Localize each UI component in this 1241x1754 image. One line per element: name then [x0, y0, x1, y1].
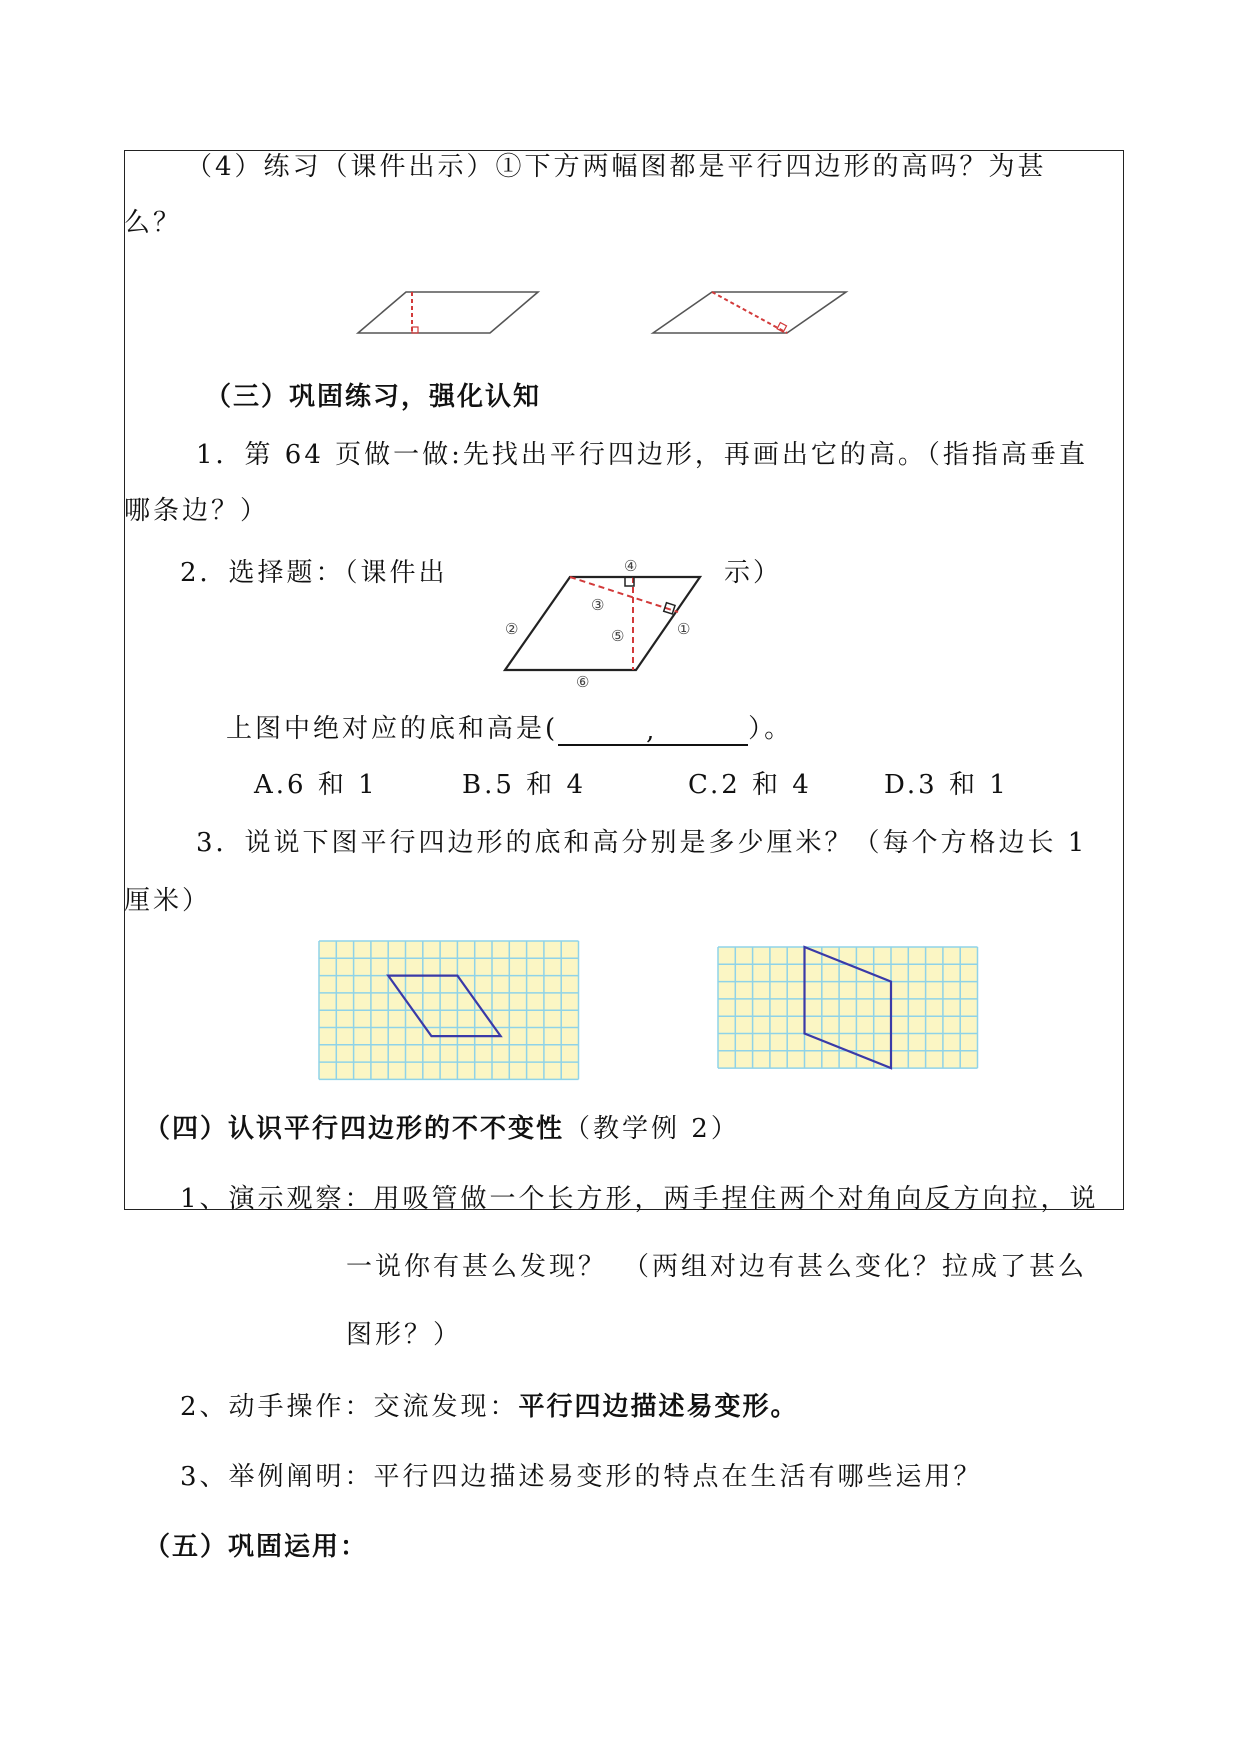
step-2-emphasis: 平行四边描述易变形。 — [518, 1392, 799, 1422]
question-close: ）。 — [748, 714, 794, 744]
diagram-label-2: ② — [505, 620, 519, 638]
option-d: D.3 和 1 — [884, 770, 1009, 800]
section-3-title: （三）巩固练习，强化认知 — [205, 382, 542, 412]
diagram-label-1: ① — [677, 620, 691, 638]
grid-parallelogram-right — [718, 947, 978, 1067]
step-1-line2: 一说你有甚么发现？ （两组对边有甚么变化？拉成了甚么 — [346, 1252, 1088, 1282]
practice-1-line2: 哪条边？） — [124, 496, 270, 526]
step-1-line3: 图形？） — [346, 1320, 463, 1350]
section-4-title-rest: （教学例 2） — [564, 1114, 740, 1144]
step-1-line1: 1、演示观察：用吸管做一个长方形，两手捏住两个对角向反方向拉，说 — [180, 1184, 1099, 1214]
grid-parallelogram-left — [319, 941, 581, 1065]
option-c: C.2 和 4 — [688, 770, 812, 800]
option-a: A.6 和 1 — [254, 770, 378, 800]
step-2-text: 2、动手操作：交流发现： — [180, 1392, 519, 1422]
section-4-title-bold: （四）认识平行四边形的不不变性 — [144, 1114, 565, 1144]
step-3: 3、举例阐明：平行四边描述易变形的特点在生活有哪些运用？ — [180, 1462, 983, 1492]
question-text: 上图中绝对应的底和高是( — [226, 714, 559, 744]
practice-1-line1: 1．第 64 页做一做:先找出平行四边形，再画出它的高。（指指高垂直 — [196, 440, 1088, 470]
answer-blank — [558, 718, 748, 746]
q4-line1: （4）练习（课件出示）①下方两幅图都是平行四边形的高吗？为甚 — [186, 152, 1047, 182]
diagram-label-3: ③ — [591, 596, 605, 614]
labeled-parallelogram-diagram — [0, 0, 1241, 700]
practice-2-left: 2．选择题：（课件出 — [180, 558, 448, 588]
answer-separator: , — [646, 716, 658, 746]
practice-2-right: 示） — [724, 558, 783, 588]
option-b: B.5 和 4 — [462, 770, 586, 800]
practice-2-question — [226, 712, 793, 746]
step-2 — [180, 1390, 799, 1424]
diagram-label-6: ⑥ — [576, 673, 590, 691]
diagram-label-5: ⑤ — [611, 627, 625, 645]
practice-3-line1: 3．说说下图平行四边形的底和高分别是多少厘米？（每个方格边长 1 — [196, 828, 1088, 858]
practice-3-line2: 厘米） — [124, 886, 212, 916]
diagram-label-4: ④ — [624, 557, 638, 575]
section-4-title — [144, 1112, 740, 1146]
section-5-title: （五）巩固运用： — [144, 1532, 369, 1562]
q4-line2: 么？ — [124, 208, 183, 238]
